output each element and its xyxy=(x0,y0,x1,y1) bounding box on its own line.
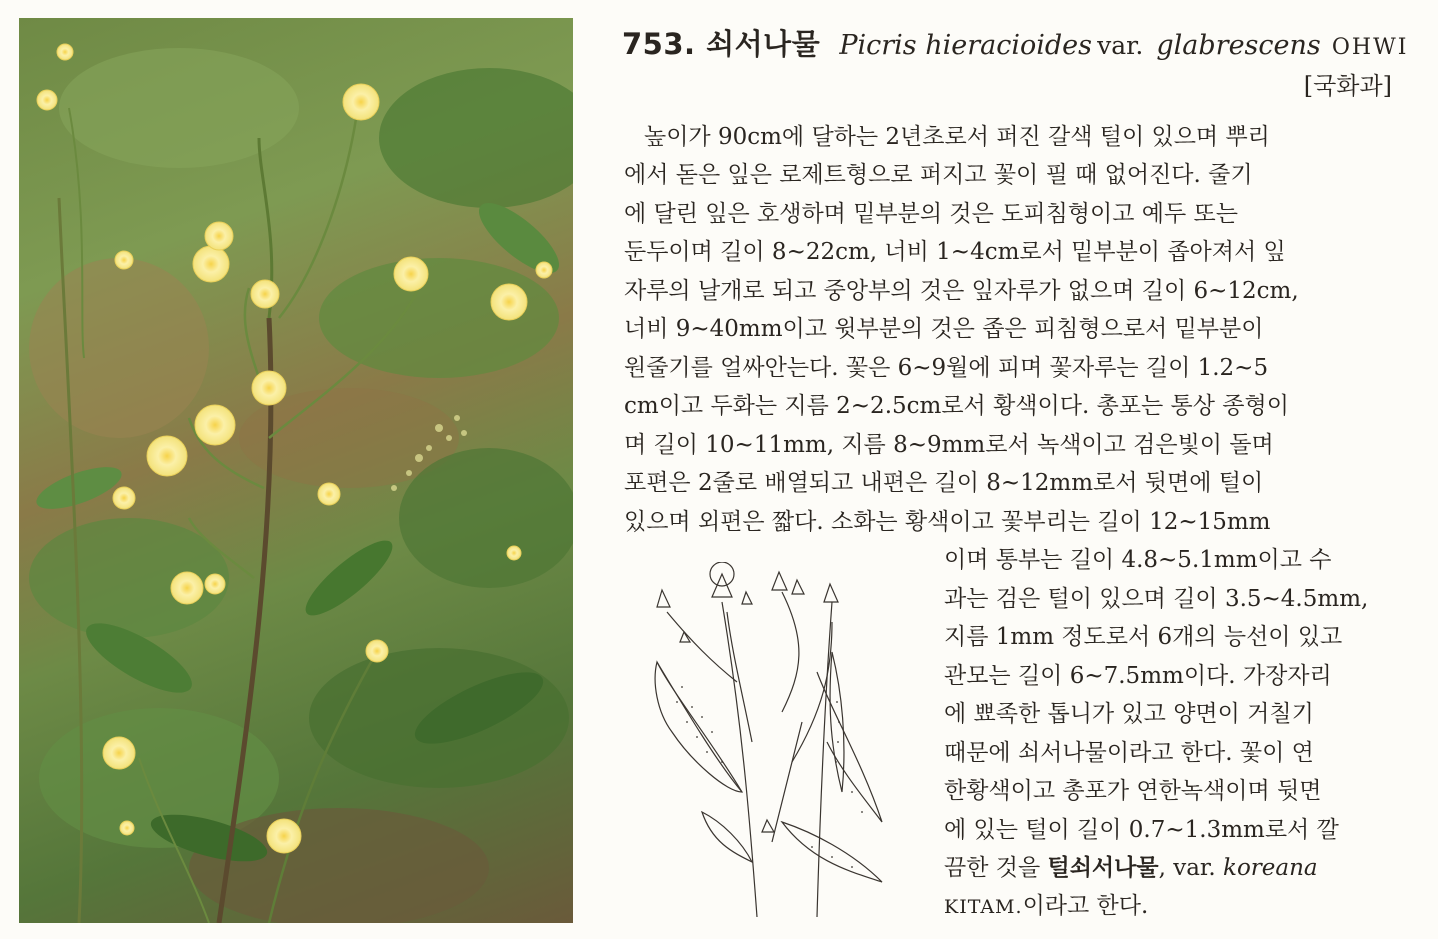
description-line: 에 있는 털이 길이 0.7~1.3mm로서 깔 xyxy=(944,817,1339,843)
entry-header xyxy=(622,22,1409,62)
description-line: 이며 통부는 길이 4.8~5.1mm이고 수 xyxy=(944,547,1332,573)
author-name: OHWI xyxy=(1331,35,1409,60)
botanical-illustration xyxy=(632,562,912,917)
plant-photo xyxy=(19,18,573,923)
description-line: cm이고 두화는 지름 2~2.5cm로서 황색이다. 총포는 통상 종형이 xyxy=(624,393,1289,419)
description-line: 며 길이 10~11mm, 지름 8~9mm로서 녹색이고 검은빛이 돌며 xyxy=(624,432,1274,458)
description-line: 포편은 2줄로 배열되고 내편은 길이 8~12mm로서 뒷면에 털이 xyxy=(624,470,1264,496)
description-line: 지름 1mm 정도로서 6개의 능선이 있고 xyxy=(944,624,1343,650)
scientific-name: Picris hieracioides xyxy=(839,30,1092,61)
description-line: 둔두이며 길이 8~22cm, 너비 1~4cm로서 밑부분이 좁아져서 잎 xyxy=(624,239,1286,265)
description-line: 관모는 길이 6~7.5mm이다. 가장자리 xyxy=(944,663,1332,689)
illustration-art xyxy=(632,562,912,917)
description-line: 에서 돋은 잎은 로제트형으로 퍼지고 꽃이 필 때 없어진다. 줄기 xyxy=(624,162,1253,188)
description-line: 원줄기를 얼싸안는다. 꽃은 6~9월에 피며 꽃자루는 길이 1.2~5 xyxy=(624,355,1269,381)
closing-author: KITAM. xyxy=(944,896,1023,918)
description-line: 과는 검은 털이 있으며 길이 3.5~4.5mm, xyxy=(944,586,1369,612)
closing-line-2 xyxy=(944,891,1148,921)
variety-name: glabrescens xyxy=(1156,30,1321,61)
description-line: 자루의 날개로 되고 중앙부의 것은 잎자루가 없으며 길이 6~12cm, xyxy=(624,278,1299,304)
description-line: 때문에 쇠서나물이라고 한다. 꽃이 연 xyxy=(944,740,1314,766)
description-line: 높이가 90cm에 달하는 2년초로서 퍼진 갈색 털이 있으며 뿌리 xyxy=(644,124,1270,150)
closing-text-mid: , var. xyxy=(1158,855,1224,881)
description-line: 있으며 외편은 짧다. 소화는 황색이고 꽃부리는 길이 12~15mm xyxy=(624,509,1271,535)
closing-text-post: 이라고 한다. xyxy=(1022,893,1149,919)
variety-korean-name: 털쇠서나물 xyxy=(1047,855,1159,881)
description-line: 너비 9~40mm이고 윗부분의 것은 좁은 피침형으로서 밑부분이 xyxy=(624,316,1264,342)
closing-variety-name: koreana xyxy=(1223,855,1318,881)
var-label: var. xyxy=(1097,31,1144,60)
description-line: 한황색이고 총포가 연한녹색이며 뒷면 xyxy=(944,778,1322,804)
closing-line xyxy=(944,853,1318,883)
plant-photo-art xyxy=(19,18,573,923)
description-line: 에 뾰족한 톱니가 있고 양면이 거칠기 xyxy=(944,701,1314,727)
family-name: [국화과] xyxy=(1303,72,1392,100)
entry-number-name: 753. 쇠서나물 xyxy=(622,27,821,61)
description-line: 에 달린 잎은 호생하며 밑부분의 것은 도피침형이고 예두 또는 xyxy=(624,201,1238,227)
closing-text-pre: 끔한 것을 xyxy=(944,855,1048,881)
